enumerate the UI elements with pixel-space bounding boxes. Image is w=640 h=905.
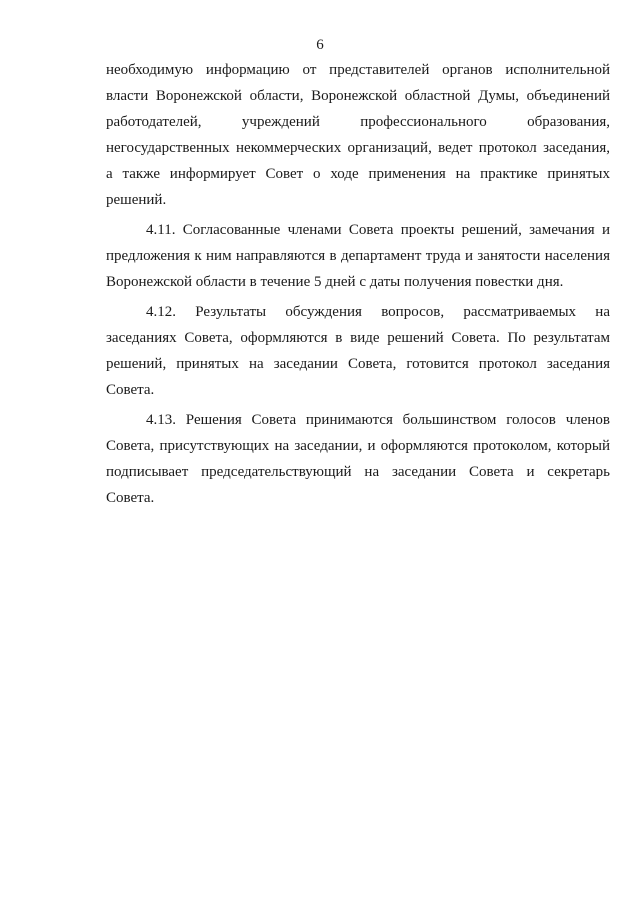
paragraph-4-11 [106,217,610,295]
text-line: решений, принятых на заседании Совета, готовится протокол заседания [106,356,610,372]
text-line: решений. [106,192,167,208]
paragraph-4-12 [106,299,610,403]
text-line: власти Воронежской области, Воронежской областной Думы, объединений [106,88,610,104]
document-body [106,57,610,511]
text-line: 4.11. Согласованные членами Совета проекты решений, замечания и [146,222,610,238]
text-line: Воронежской области в течение 5 дней с даты получения повестки дня. [106,274,564,290]
text-line: подписывает председательствующий на заседании Совета и секретарь [106,464,610,480]
text-line: заседаниях Совета, оформляются в виде решений Совета. По результатам [106,330,610,346]
text-line: 4.13. Решения Совета принимаются большинством голосов членов [146,412,610,428]
text-line: негосударственных некоммерческих организаций, ведет протокол заседания, [106,140,610,156]
page-number: 6 [316,37,324,53]
paragraph-continuation [106,57,610,213]
paragraph-4-13 [106,407,610,511]
text-line: работодателей, учреждений профессионального образования, [106,114,610,130]
text-line: необходимую информацию от представителей органов исполнительной [106,62,610,78]
text-line: а также информирует Совет о ходе применения на практике принятых [106,166,610,182]
text-line: Совета, присутствующих на заседании, и оформляются протоколом, который [106,438,610,454]
text-line: Совета. [106,490,155,506]
text-line: 4.12. Результаты обсуждения вопросов, рассматриваемых на [146,304,610,320]
text-line: предложения к ним направляются в департамент труда и занятости населения [106,248,610,264]
text-line: Совета. [106,382,155,398]
